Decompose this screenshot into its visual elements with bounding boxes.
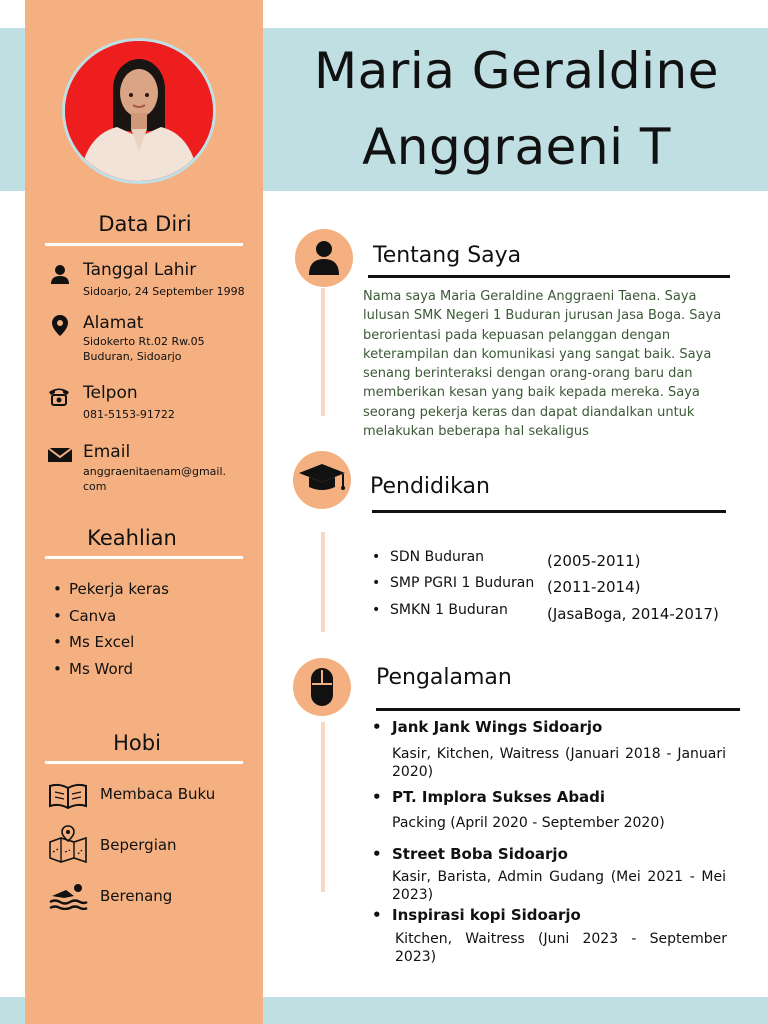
email-label: Email bbox=[83, 442, 131, 462]
person-icon bbox=[48, 262, 72, 286]
data-diri-heading: Data Diri bbox=[98, 212, 192, 236]
experience-company: • Street Boba Sidoarjo bbox=[392, 845, 568, 863]
name-line-1: Maria Geraldine bbox=[314, 42, 719, 100]
book-icon bbox=[48, 782, 88, 810]
experience-company: • PT. Implora Sukses Abadi bbox=[392, 788, 605, 806]
section-rule bbox=[368, 275, 730, 278]
person-icon bbox=[295, 229, 353, 287]
location-pin-icon bbox=[48, 313, 72, 337]
education-heading: Pendidikan bbox=[370, 474, 490, 499]
hobi-heading: Hobi bbox=[113, 731, 161, 755]
divider bbox=[45, 243, 243, 246]
skill-item: • Ms Excel bbox=[69, 633, 134, 651]
skill-item: • Pekerja keras bbox=[69, 580, 169, 598]
section-rule bbox=[376, 708, 740, 711]
timeline-line bbox=[321, 532, 325, 632]
skill-item: • Ms Word bbox=[69, 660, 133, 678]
map-icon bbox=[48, 824, 88, 864]
education-period: (2011-2014) bbox=[547, 578, 641, 596]
skill-item: • Canva bbox=[69, 607, 116, 625]
divider bbox=[45, 761, 243, 764]
hobby-item: Membaca Buku bbox=[100, 785, 216, 803]
section-rule bbox=[372, 510, 726, 513]
mouse-icon bbox=[293, 658, 351, 716]
education-school: • SMP PGRI 1 Buduran bbox=[390, 575, 534, 591]
experience-detail: Packing (April 2020 - September 2020) bbox=[392, 815, 665, 831]
about-heading: Tentang Saya bbox=[373, 243, 522, 268]
address-line-1: Sidokerto Rt.02 Rw.05 bbox=[83, 335, 205, 348]
education-school: • SMKN 1 Buduran bbox=[390, 602, 508, 618]
hobby-item: Berenang bbox=[100, 887, 173, 905]
education-school: • SDN Buduran bbox=[390, 549, 484, 565]
education-period: (JasaBoga, 2014-2017) bbox=[547, 605, 719, 623]
experience-detail: Kasir, Kitchen, Waitress (Januari 2018 - Januari 2020) bbox=[392, 746, 726, 780]
about-icon-badge bbox=[295, 229, 353, 287]
birth-value: Sidoarjo, 24 September 1998 bbox=[83, 285, 245, 298]
swimmer-icon bbox=[48, 882, 88, 910]
hobby-item: Bepergian bbox=[100, 836, 177, 854]
birth-label: Tanggal Lahir bbox=[83, 260, 197, 280]
address-label: Alamat bbox=[83, 313, 144, 333]
experience-company: • Jank Jank Wings Sidoarjo bbox=[392, 718, 602, 736]
phone-value: 081-5153-91722 bbox=[83, 408, 175, 421]
experience-heading: Pengalaman bbox=[376, 665, 512, 690]
keahlian-heading: Keahlian bbox=[87, 526, 177, 550]
education-icon-badge bbox=[293, 451, 351, 509]
experience-detail: Kitchen, Waitress (Juni 2023 - September 2023) bbox=[395, 931, 727, 965]
experience-detail: Kasir, Barista, Admin Gudang (Mei 2021 - Mei 2023) bbox=[392, 869, 726, 903]
phone-label: Telpon bbox=[83, 383, 138, 403]
graduation-cap-icon bbox=[293, 451, 351, 509]
experience-company: • Inspirasi kopi Sidoarjo bbox=[392, 906, 581, 924]
education-period: (2005-2011) bbox=[547, 552, 641, 570]
divider bbox=[45, 556, 243, 559]
telephone-icon bbox=[47, 384, 71, 408]
envelope-icon bbox=[47, 443, 71, 467]
address-line-2: Buduran, Sidoarjo bbox=[83, 350, 182, 363]
name-line-2: Anggraeni T bbox=[362, 118, 671, 176]
email-line-1: anggraenitaenam@gmail. bbox=[83, 465, 227, 478]
email-line-2: com bbox=[83, 480, 107, 493]
timeline-line bbox=[321, 722, 325, 892]
experience-icon-badge bbox=[293, 658, 351, 716]
profile-photo bbox=[62, 38, 216, 184]
about-text: Nama saya Maria Geraldine Anggraeni Taena. Saya lulusan SMK Negeri 1 Buduran jurusan Jasa Boga. Saya berorientasi pada kepuasan pelanggan dengan keterampilan dan komunikasi yang sangat baik. Saya senang berinteraksi dengan orang-orang baru dan memberikan kesan yang baik kepada mereka. Saya seorang pekerja keras dan dapat diandalkan untuk melakukan beberapa hal sekaligus bbox=[363, 289, 722, 440]
timeline-line bbox=[321, 288, 325, 416]
